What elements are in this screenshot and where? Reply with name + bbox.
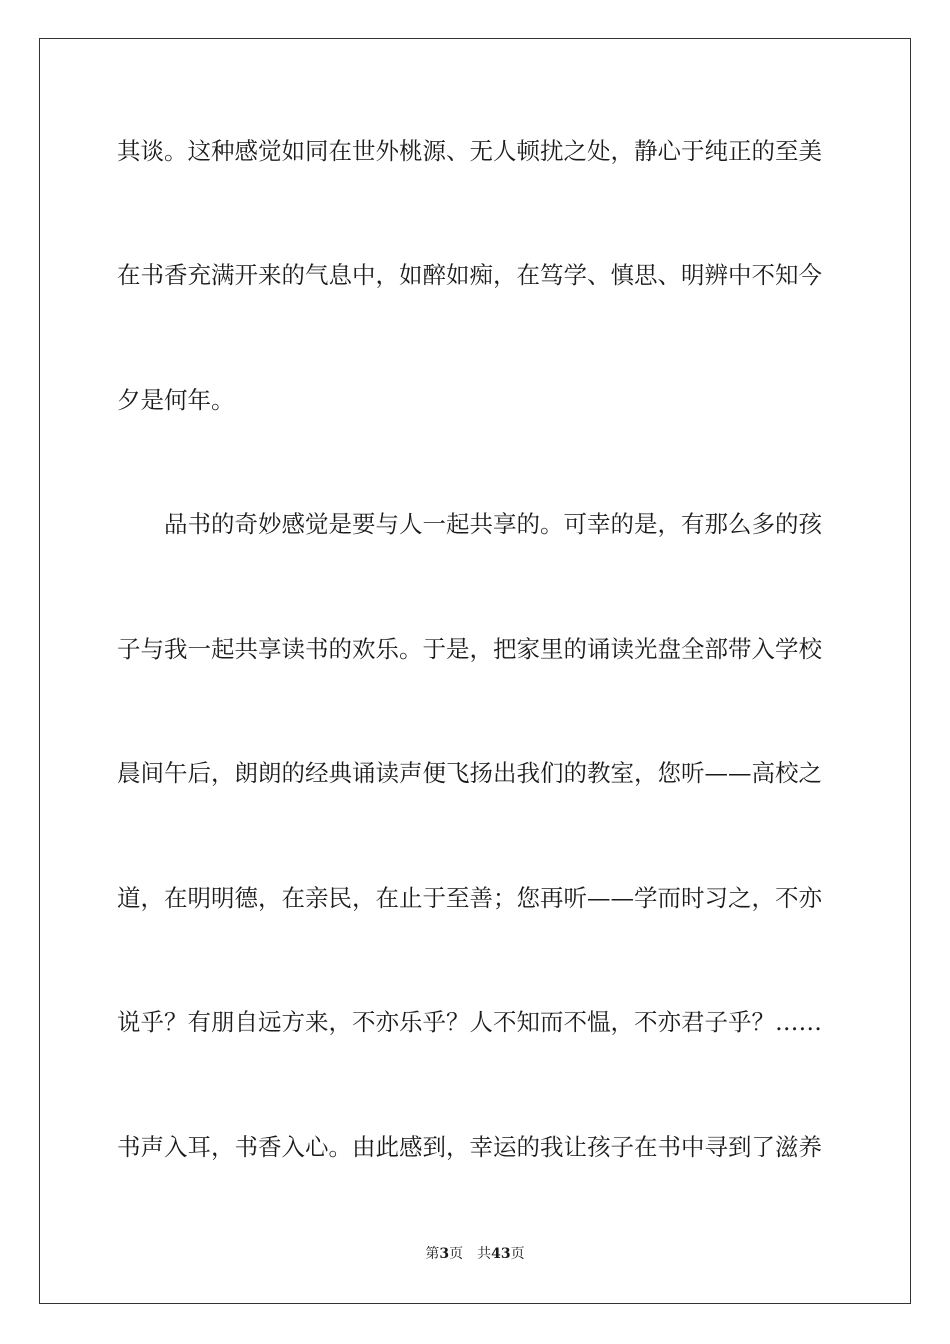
text-line-3: 夕是何年。: [117, 386, 235, 414]
text-line-9: 书声入耳，书香入心。由此感到，幸运的我让孩子在书中寻到了滋养: [117, 1133, 822, 1161]
text-line-8: 说乎？有朋自远方来，不亦乐乎？人不知而不愠，不亦君子乎？……: [117, 1008, 822, 1036]
text-line-2: 在书香充满开来的气息中，如醉如痴，在笃学、慎思、明辨中不知今: [117, 261, 822, 289]
page-border: [39, 38, 911, 1304]
footer-total-suffix: 页: [510, 1246, 525, 1262]
text-line-6: 晨间午后，朗朗的经典诵读声便飞扬出我们的教室，您听——高校之: [117, 759, 822, 787]
text-line-1: 其谈。这种感觉如同在世外桃源、无人顿扰之处，静心于纯正的至美: [117, 137, 822, 165]
footer-total-pages: 43: [491, 1246, 511, 1262]
footer-total-prefix: 共: [477, 1246, 492, 1262]
text-line-5: 子与我一起共享读书的欢乐。于是，把家里的诵读光盘全部带入学校: [117, 635, 822, 663]
footer-page-suffix: 页: [449, 1246, 464, 1262]
footer-page-number: 3: [439, 1246, 450, 1262]
footer-page-prefix: 第: [425, 1246, 440, 1262]
text-line-4-paragraph-start: 品书的奇妙感觉是要与人一起共享的。可幸的是，有那么多的孩: [164, 510, 822, 538]
page-footer: [0, 1245, 950, 1263]
text-line-7: 道，在明明德，在亲民，在止于至善；您再听——学而时习之，不亦: [117, 884, 822, 912]
